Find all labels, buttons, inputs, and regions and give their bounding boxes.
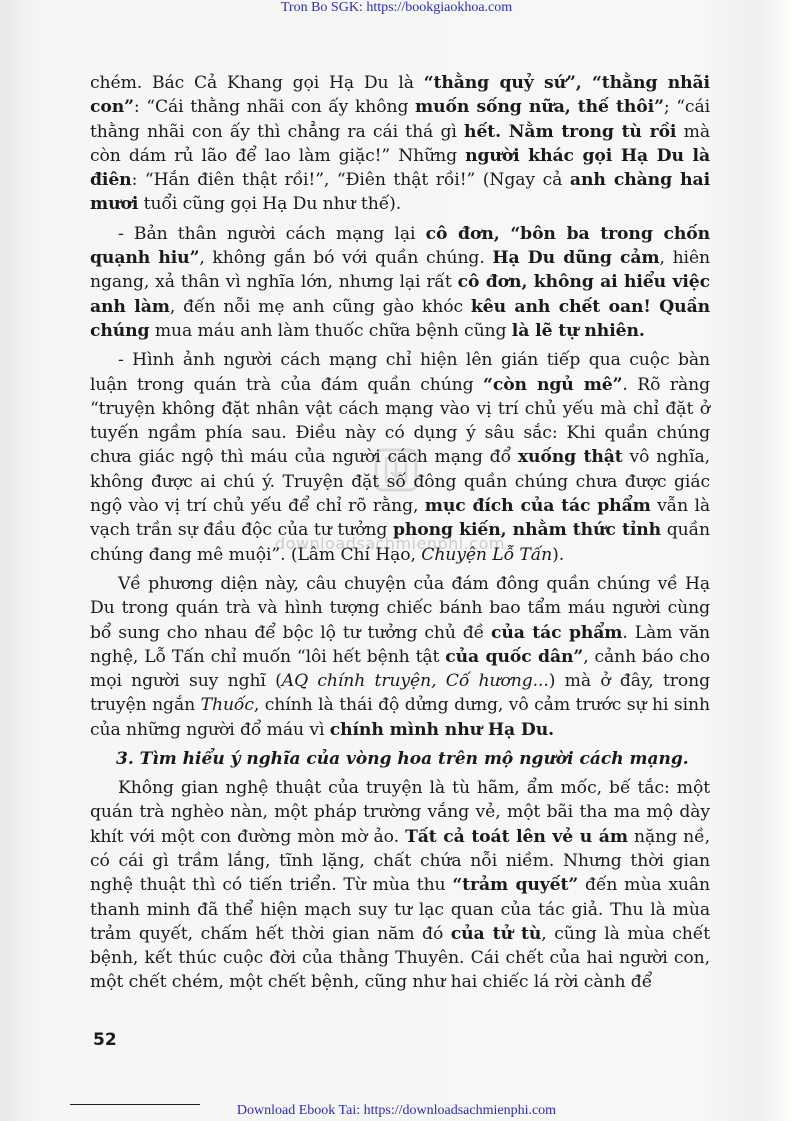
bold-run: của tử tù [450, 923, 542, 944]
text-run: , hiên ngang, xả thân vì nghĩa lớn, nhưng lại rất [90, 248, 710, 293]
paragraph-3 [90, 348, 710, 567]
header-link[interactable]: Tron Bo SGK: https://bookgiaokhoa.com [280, 0, 513, 15]
text-run: . Rõ ràng “truyện không đặt nhân vật cách mạng vào vị trí chủ yếu mà chỉ đặt ở tuyến ngầm phía sau. Điều này có dụng ý sâu sắc: Khi quần chúng chưa giác ngộ thì máu của người cách mạng đổ [90, 374, 710, 468]
text-run: , chính là thái độ dửng dưng, vô cảm trước sự hi sinh của những người đổ máu vì [90, 695, 710, 740]
paragraph-1 [90, 71, 710, 217]
bold-run: Hạ Du dũng cảm [492, 248, 660, 269]
text-run: - Hình ảnh người cách mạng chỉ hiện lên gián tiếp qua cuộc bàn luận trong quán trà của đám quần chúng [90, 350, 710, 395]
page-content [90, 71, 710, 1000]
bold-run: xuống thật [517, 447, 623, 468]
text-run: nặng nề, có cái gì trầm lắng, tĩnh lặng, chất chứa nỗi niềm. Nhưng thời gian nghệ thuật thì có tiến triển. Từ mùa thu [90, 826, 710, 896]
text-run: , cảnh báo cho mọi người suy nghĩ ( [90, 646, 711, 692]
paragraph-2 [90, 222, 710, 343]
watermark-text: downloadsachmienphi.com [275, 534, 505, 553]
text-run: ; “cái thằng nhãi con ấy thì chẳng ra cái thá gì [90, 97, 710, 142]
text-run: ) mà ở đây, trong truyện ngắn [90, 671, 710, 716]
bold-run: của tác phẩm [491, 622, 623, 643]
italic-run: Thuốc [200, 695, 254, 716]
text-run: chém. Bác Cả Khang gọi Hạ Du là [90, 73, 424, 93]
bold-run: kêu anh chết oan! Quần chúng [90, 296, 710, 341]
text-run: mà còn dám rủ lão để lao làm giặc!” Những [90, 121, 710, 166]
bold-run: người khác gọi Hạ Du là điên [90, 145, 710, 191]
text-run: , đến nỗi mẹ anh cũng gào khóc [169, 296, 471, 317]
text-run: mua máu anh làm thuốc chữa bệnh cũng [149, 320, 512, 341]
text-run: đến mùa xuân thanh minh đã thể hiện mạch suy tư lạc quan của tác giả. Thu là mùa trảm quyết, chấm hết thời gian năm đó [90, 875, 710, 944]
text-run: quần chúng đang mê muội”. (Lâm Chí Hạo, [90, 520, 710, 565]
bold-run: Tất cả toát lên vẻ u ám [405, 826, 628, 847]
bold-run: của quốc dân” [445, 646, 584, 667]
italic-run: Chuyện Lỗ Tấn [421, 544, 553, 565]
bold-run: chính mình như Hạ Du. [329, 719, 555, 740]
text-run: : “Cái thằng nhãi con ấy không [133, 97, 416, 118]
text-run: : “Hắn điên thật rồi!”, “Điên thật rồi!” (Ngay cả [131, 170, 570, 191]
text-run: . Làm văn nghệ, Lỗ Tấn chỉ muốn “lôi hết bệnh tật [90, 622, 710, 667]
bold-run: “còn ngủ mê” [483, 374, 623, 395]
bold-run: anh chàng hai mươi [90, 170, 710, 215]
bold-run: mục đích của tác phẩm [424, 496, 651, 517]
bold-run: “thằng quỷ sứ”, “thằng nhãi con” [90, 73, 710, 118]
text-run: vô nghĩa, không được ai chú ý. Truyện đặt số đông quần chúng chưa được giác ngộ vào vị trí chủ yếu để chỉ rõ rằng, [90, 447, 710, 517]
text-run: tuổi cũng gọi Hạ Du như thế). [138, 194, 402, 215]
paragraph-5 [90, 776, 710, 995]
bold-run: cô đơn, không ai hiểu việc anh làm [90, 272, 710, 317]
text-run: vẫn là vạch trần sự đầu độc của tư tưởng [90, 496, 710, 541]
paragraph-4 [90, 572, 710, 742]
text-run: Về phương diện này, câu chuyện của đám đông quần chúng về Hạ Du trong quán trà và hình tượng chiếc bánh bao tẩm máu người cùng bổ sung cho nhau để bộc lộ tư tưởng chủ đề [90, 573, 710, 643]
bold-run: muốn sống nữa, thế thôi” [415, 97, 664, 118]
text-run: Không gian nghệ thuật của truyện là tù hãm, ẩm mốc, bế tắc: một quán trà nghèo nàn, một pháp trường vắng vẻ, một bãi tha ma mộ dày khít với một con đường mòn mờ ảo. [90, 778, 710, 847]
text-run: ). [552, 544, 565, 565]
bold-run: “trảm quyết” [452, 875, 579, 896]
italic-run: AQ chính truyện, Cố hương... [281, 671, 549, 692]
section-heading: 3. Tìm hiểu ý nghĩa của vòng hoa trên mộ người cách mạng. [116, 749, 689, 770]
bold-run: hết. Nằm trong tù rồi [464, 121, 677, 142]
bold-run: cô đơn, “bôn ba trong chốn quạnh hiu” [90, 223, 710, 269]
bold-run: phong kiến, nhằm thức tỉnh [392, 520, 662, 541]
bold-run: là lẽ tự nhiên. [511, 320, 645, 341]
text-run: - Bản thân người cách mạng lại [118, 223, 426, 244]
text-run: , không gắn bó với quần chúng. [199, 248, 493, 269]
text-run: , cũng là mùa chết bệnh, kết thúc cuộc đời của thằng Thuyên. Cái chết của hai người con, một chết chém, một chết bệnh, cũng như hai chiếc lá rời cành để [90, 923, 710, 993]
page-number: 52 [93, 1030, 117, 1050]
footer-link[interactable]: Download Ebook Tai: https://downloadsachmienphi.com [236, 1103, 557, 1118]
